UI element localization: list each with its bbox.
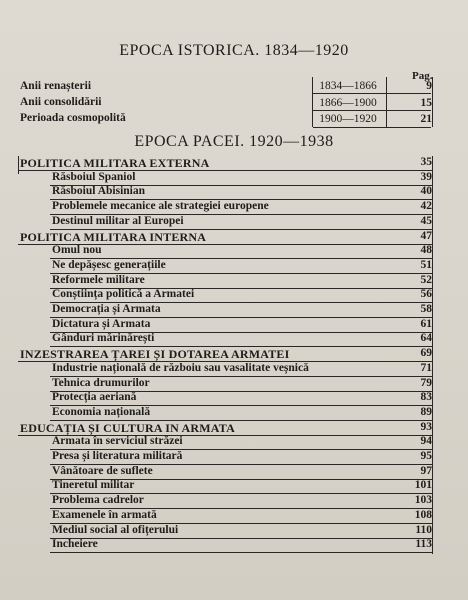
page-number: 42: [420, 200, 432, 213]
page-number: 9: [426, 80, 432, 92]
heading-epoca-pacei: EPOCA PACEI. 1920—1938: [134, 133, 334, 150]
pag-label: Pag.: [412, 70, 433, 82]
page-number: 110: [415, 523, 432, 536]
page-number: 101: [414, 479, 432, 492]
page-number: 103: [414, 494, 432, 507]
page-number: 61: [420, 317, 432, 330]
page-number: 45: [420, 214, 432, 227]
page-number: 52: [420, 273, 432, 286]
page-number: 71: [420, 361, 432, 374]
toc-entry: Dictatura și Armata: [52, 317, 151, 330]
toc-entry: Democrația și Armata: [52, 303, 161, 315]
year-range: 1900—1920: [319, 113, 377, 125]
toc-entry: Destinul militar al Europei: [52, 214, 184, 227]
toc-entry: Ne depășesc generațiile: [52, 258, 166, 271]
toc-entry: Armata în serviciul străzei: [52, 435, 183, 448]
toc-entry: Tineretul militar: [52, 479, 135, 492]
table-rule: [50, 538, 432, 539]
toc-entry: Presa și literatura militară: [52, 450, 183, 462]
table-rule: [313, 127, 431, 128]
table-rule: [313, 110, 431, 111]
table-rule: [50, 552, 432, 553]
year-range: 1866—1900: [319, 97, 377, 109]
toc-section-heading: INZESTRAREA ȚAREI ȘI DOTAREA ARMATEI: [20, 347, 290, 362]
toc-entry: Răsboiul Spaniol: [52, 170, 136, 183]
toc-entry: Perioada cosmopolită: [20, 112, 126, 124]
toc-entry: Anii consolidării: [20, 96, 102, 108]
toc-entry: Mediul social al ofițerului: [52, 523, 179, 536]
toc-entry: Gânduri mărinărești: [52, 332, 155, 345]
page-number: 35: [420, 156, 432, 168]
toc-entry: Incheiere: [52, 538, 98, 551]
page-number: 94: [420, 435, 432, 448]
toc-entry: Industrie națională de războiu sau vasalitate veșnică: [52, 361, 309, 374]
table-rule: [432, 77, 433, 127]
toc-section-heading: POLITICA MILITARA EXTERNA: [20, 156, 210, 170]
toc-entry: Examenele în armată: [52, 508, 157, 521]
page-number: 83: [420, 391, 432, 404]
page-number: 89: [420, 405, 432, 418]
toc-entry: Problema cadrelor: [52, 494, 144, 507]
page-number: 21: [420, 113, 432, 125]
toc-entry: Conștiința politică a Armatei: [52, 288, 195, 301]
toc-entry: Reformele militare: [52, 273, 145, 286]
page-number: 15: [420, 97, 432, 109]
page-number: 79: [420, 376, 432, 389]
toc-entry: Tehnica drumurilor: [52, 376, 150, 389]
page-number: 69: [420, 347, 432, 360]
page-number: 56: [420, 288, 432, 301]
toc-entry: Omul nou: [52, 244, 102, 257]
toc-section-heading: POLITICA MILITARA INTERNA: [20, 229, 207, 244]
page-number: 95: [420, 450, 432, 462]
page-number: 97: [420, 464, 432, 477]
page-number: 40: [420, 185, 432, 198]
heading-epoca-istorica: EPOCA ISTORICA. 1834—1920: [119, 42, 349, 59]
table-rule: [386, 77, 387, 127]
page-number: 108: [414, 508, 432, 521]
toc-section-heading: EDUCAȚIA ȘI CULTURA IN ARMATA: [20, 420, 235, 435]
toc-entry: Vânătoare de suflete: [52, 464, 153, 477]
page-number: 93: [420, 420, 432, 433]
table-rule: [313, 93, 431, 94]
table-rule: [312, 77, 313, 127]
year-range: 1834—1866: [319, 80, 377, 92]
table-rule: [18, 156, 19, 174]
page-number: 47: [420, 229, 432, 242]
toc-entry: Problemele mecanice ale strategiei europene: [52, 200, 269, 213]
table-rule: [432, 156, 433, 554]
toc-entry: Economia națională: [52, 405, 151, 418]
toc-entry: Protecția aeriană: [52, 391, 137, 404]
toc-entry: Răsboiul Abisinian: [52, 185, 146, 198]
toc-entry: Anii renașterii: [20, 80, 92, 92]
page-number: 58: [420, 303, 432, 315]
page-number: 39: [420, 170, 432, 183]
page-number: 48: [420, 244, 432, 257]
page-number: 64: [420, 332, 432, 345]
page-number: 51: [420, 258, 432, 271]
page-number: 113: [415, 538, 432, 551]
